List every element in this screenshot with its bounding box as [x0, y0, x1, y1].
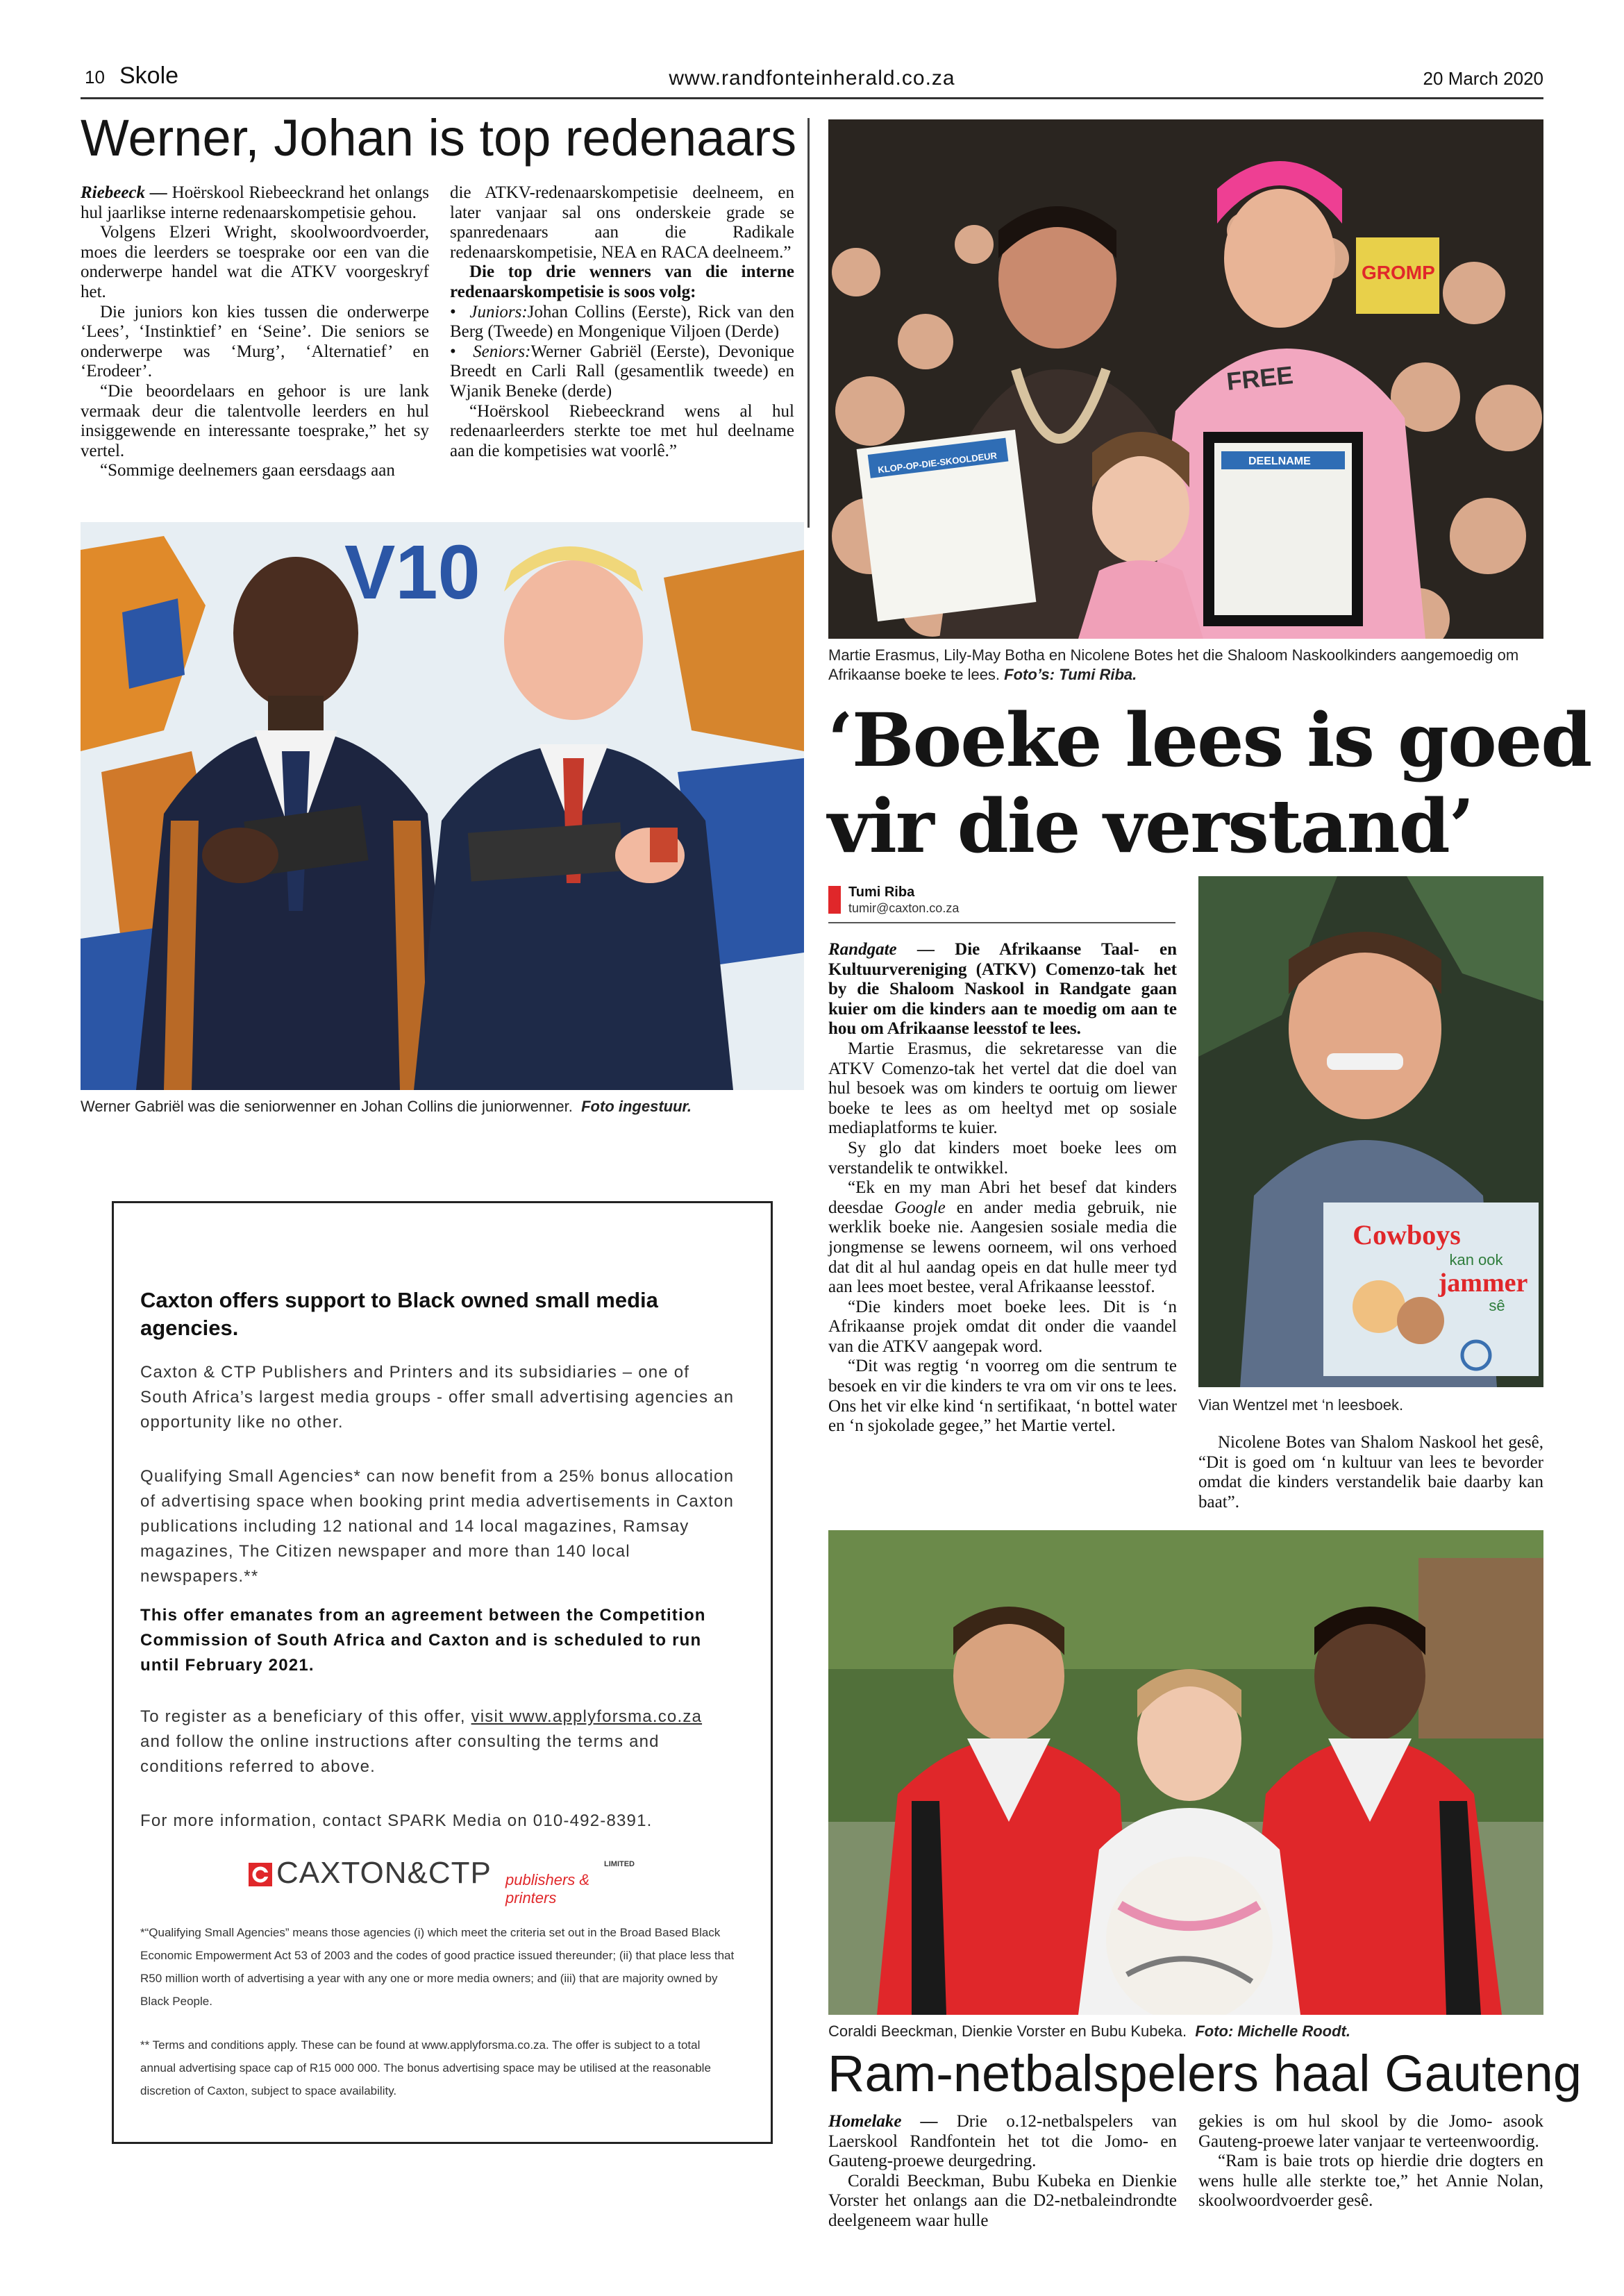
top-photo-caption: Martie Erasmus, Lily-May Botha en Nicolene Botes het die Shaloom Naskoolkinders aangemoedig om Afrikaanse boeke te lees. Foto’s: Tumi Riba.: [828, 646, 1519, 683]
caxton-logo: [249, 1856, 637, 1907]
article1-paragraph: “Hoërskool Riebeeckrand wens al hul redenaarleerders sterkte toe met hul deelname aan die kompetisies wat voorlê.”: [450, 401, 794, 460]
ad-paragraph-1: Caxton & CTP Publishers and Printers and its subsidiaries – one of South Africa’s largest media groups - offer small advertising agencies an opportunity like no other.: [140, 1363, 735, 1432]
book-cover-title: Cowboys: [1353, 1219, 1461, 1250]
boy-photo-caption: Vian Wentzel met ‘n leesboek.: [1198, 1396, 1404, 1414]
article1-paragraph: “Die beoordelaars en gehoor is ure lank vermaak deur die talentvolle leerders en hul insiggewende en interessante toesprake,” het sy vertel.: [81, 381, 429, 460]
ad-paragraph-3: This offer emanates from an agreement between the Competition Commission of South Africa and Caxton and is scheduled to run until February 2021.: [140, 1606, 706, 1675]
page-number: 10: [85, 67, 105, 87]
article1-headline: Werner, Johan is top redenaars: [81, 109, 797, 167]
photo1-caption: Werner Gabriël was die seniorwenner en Johan Collins die juniorwenner. Foto ingestuur.: [81, 1098, 692, 1115]
issue-date: 20 March 2020: [1423, 68, 1543, 89]
ad-footnote-1: *“Qualifying Small Agencies” means those agencies (i) which meet the criteria set out in the Broad Based Black Economic Empowerment Act 53 of 2003 and the codes of good practice issued thereunder; (ii) that place less that R50 million worth of advertising a year with any one or more media owners; and (iii) that are majority owned by Black People.: [140, 1926, 735, 2008]
article3-paragraph: “Ram is baie trots op hierdie drie dogters en wens hulle alle sterkte toe,” het Annie Nolan, skoolwoordvoerder gesê.: [1198, 2152, 1543, 2211]
caxton-logo-icon: [249, 1863, 272, 1886]
ad-paragraph-2: Qualifying Small Agencies* can now benefit from a 25% bonus allocation of advertising space when booking print media advertisements in Caxton publications including 12 national and 14 local magazines, Ramsay magazines, The Citizen newspaper and more than 140 local newspapers.**: [140, 1467, 735, 1586]
article1-bullet: • Seniors:Werner Gabriël (Eerste), Devonique Breedt en Carli Rall (gesamentlik tweede) en Wjanik Beneke (derde): [450, 342, 794, 401]
article2-paragraph: “Die kinders moet boeke lees. Dit is ‘n Afrikaanse projek omdat dit onder die vaandel van die ATKV aangepak word.: [828, 1297, 1177, 1356]
article1-paragraph: “Sommige deelnemers gaan eersdaags aan: [100, 461, 395, 480]
article2-paragraph: Martie Erasmus, die sekretaresse van die ATKV Comenzo-tak het vertel dat die doel van hul besoek was om kinders te oortuig om liewer boeke te lees as om heeltyd met op sosiale mediaplatforms te kuier.: [828, 1039, 1177, 1138]
ad-paragraph-5: For more information, contact SPARK Media on 010-492-8391.: [140, 1811, 653, 1830]
certificate-left-title: KLOP-OP-DIE-SKOOLDEUR: [877, 450, 998, 476]
article3-paragraph: Coraldi Beeckman, Bubu Kubeka en Dienkie Vorster het onlangs aan die D2-netbaleindrondte deelgeneem waar hulle: [828, 2171, 1177, 2230]
article3-column-2: [1198, 2112, 1543, 2211]
byline-author: Tumi Riba: [848, 885, 915, 900]
photo-banner-text: V10: [344, 530, 480, 615]
shirt-text: FREE: [1225, 360, 1295, 396]
article1-paragraph: Volgens Elzeri Wright, skoolwoordvoerder, moes die leerders se toesprake oor een van die onderwerpe handel wat die ATKV voorgeskryf het.: [81, 223, 429, 301]
book-cover-sub3: sê: [1489, 1297, 1505, 1314]
section-name: Skole: [119, 62, 179, 89]
ad-heading: Caxton offers support to Black owned small media agencies.: [140, 1288, 658, 1340]
article1-paragraph: Die juniors kon kies tussen die onderwerpe ‘Lees’, ‘Instinktief’ en ‘Seine’. Die seniors se onderwerpe was ‘Murg’, ‘Alternatief’ en ‘Erodeer’.: [81, 302, 429, 381]
logo-wordmark: CAXTON&CTP: [276, 1856, 492, 1890]
article2-body: [828, 940, 1177, 1436]
article1-paragraph: Riebeeck — Hoërskool Riebeeckrand het onlangs hul jaarlikse interne redenaarskompetisie gehou.: [81, 183, 429, 222]
book-title: GROMP: [1362, 262, 1435, 283]
article3-column-1: [828, 2112, 1177, 2231]
photo-atkv-reading: [828, 119, 1543, 639]
article1-column-1: [81, 183, 429, 481]
column-divider: [807, 118, 810, 528]
certificate-right-title: DEELNAME: [1248, 455, 1311, 467]
article2-lead: Randgate — Die Afrikaanse Taal- en Kultuurvereniging (ATKV) Comenzo-tak het by die Shaloom Naskool in Randgate gaan kuier om die kinders aan te moedig om aan te hou om Afrikaanse leesstof te lees.: [828, 940, 1177, 1039]
netball-photo-caption: Coraldi Beeckman, Dienkie Vorster en Bubu Kubeka. Foto: Michelle Roodt.: [828, 2022, 1350, 2040]
photo-netball-players: [828, 1530, 1543, 2015]
ad-paragraph-4: To register as a beneficiary of this offer, visit www.applyforsma.co.za and follow the online instructions after consulting the terms and conditions referred to above.: [140, 1707, 703, 1776]
header-rule: [81, 97, 1543, 99]
article2-side-paragraph: [1198, 1433, 1543, 1512]
photo-werner-johan: [81, 522, 804, 1090]
article1-column-2: [450, 183, 794, 461]
book-cover-sub1: kan ook: [1449, 1251, 1503, 1268]
logo-limited: LIMITED: [604, 1860, 635, 1868]
article1-paragraph: die ATKV-redenaarskompetisie deelneem, en later vanjaar sal ons onderskeie grade se spanredenaars aan die Radikale redenaarskompetisie, NEA en RACA deelneem.”: [450, 183, 794, 262]
ad-register-link[interactable]: visit www.applyforsma.co.za: [471, 1707, 703, 1726]
article2-paragraph: Nicolene Botes van Shalom Naskool het gesê, “Dit is goed om ‘n kultuur van lees te bevorder omdat die kinders verstandelik baie daarby kan baat”.: [1198, 1433, 1543, 1511]
article2-headline: ‘Boeke lees is goed vir die verstand’: [828, 696, 1591, 869]
article1-subhead: Die top drie wenners van die interne redenaarskompetisie is soos volg:: [450, 262, 794, 301]
caxton-ad: [112, 1201, 773, 2144]
article3-paragraph: gekies is om hul skool by die Jomo- asook Gauteng-proewe later vanjaar te verteenwoordig.: [1198, 2112, 1543, 2151]
byline-email[interactable]: tumir@caxton.co.za: [848, 901, 960, 915]
article2-paragraph: “Ek en my man Abri het besef dat kinders deesdae Google en ander media gebruik, nie werklik boeke nie. Aangesien sosiale media die jongmense se lewens oorneem, wil ons verhoed dat dit al hul aandag opeis en dat hulle meer tyd aan lees moet bestee, veral Afrikaanse leesstof.: [828, 1178, 1177, 1297]
photo-vian-wentzel: [1198, 876, 1543, 1387]
article2-paragraph: Sy glo dat kinders moet boeke lees om verstandelik te ontwikkel.: [828, 1138, 1177, 1178]
article3-headline: Ram-netbalspelers haal Gauteng: [828, 2045, 1582, 2102]
article2-paragraph: “Dit was regtig ‘n voorreg om die sentrum te besoek en vir die kinders te vra om vir ons te lees. Ons het vir elke kind ‘n sertifikaat, ‘n bottel water en ‘n sjokolade gegee,” het Martie vertel.: [828, 1357, 1177, 1436]
article1-bullet: • Juniors:Johan Collins (Eerste), Rick van den Berg (Tweede) en Mongenique Viljoen (Derde): [450, 302, 794, 342]
byline-rule: [828, 922, 1175, 923]
byline-marker: [828, 886, 841, 914]
ad-footnote-2: ** Terms and conditions apply. These can be found at www.applyforsma.co.za. The offer is subject to a total annual advertising space cap of R15 000 000. The bonus advertising space may be utilised at the reasonable discretion of Caxton, subject to space availability.: [140, 2038, 711, 2097]
book-cover-sub2: jammer: [1438, 1268, 1528, 1298]
logo-subtitle: publishers & printers: [505, 1871, 590, 1907]
article3-paragraph: Homelake — Drie o.12-netbalspelers van Laerskool Randfontein het tot die Jomo- en Gauteng-proewe deurgedring.: [828, 2112, 1177, 2171]
header-url[interactable]: www.randfonteinherald.co.za: [669, 67, 955, 90]
